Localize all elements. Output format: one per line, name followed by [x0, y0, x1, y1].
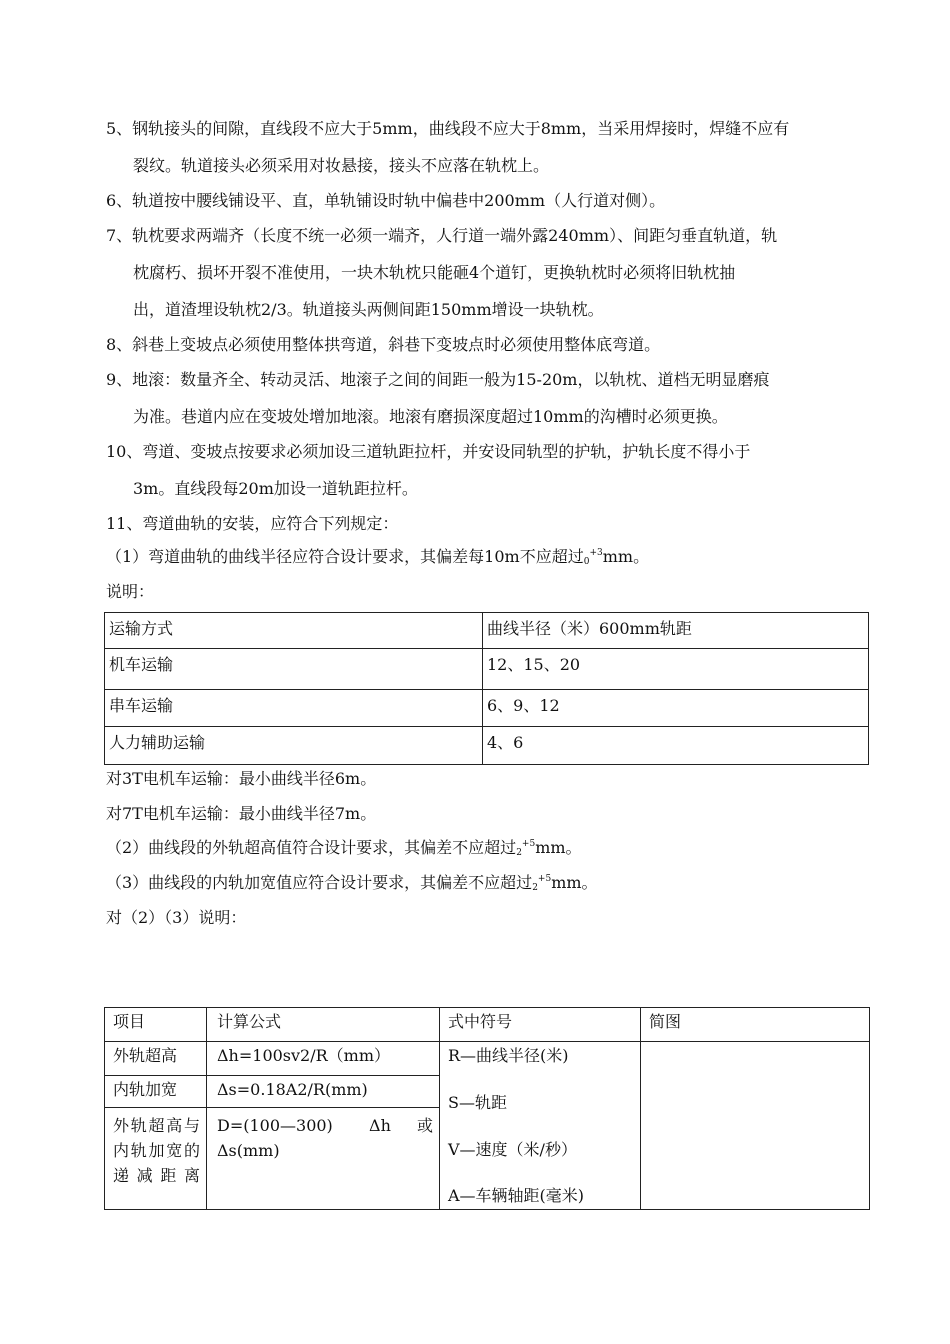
table-cell: 6、9、12 [483, 690, 869, 727]
tolerance-unit: mm。 [551, 873, 598, 892]
symbol-r: R—曲线半径(米) [448, 1046, 569, 1065]
para-5-line2: 裂纹。轨道接头必须采用对妆悬接，接头不应落在轨枕上。 [133, 156, 550, 175]
para-11-2-text: （2）曲线段的外轨超高值符合设计要求，其偏差不应超过 [106, 838, 517, 857]
note-7t: 对7T电机车运输：最小曲线半径7m。 [106, 804, 377, 823]
para-11-1 [106, 549, 649, 567]
table-cell: 机车运输 [105, 649, 483, 690]
para-11-3 [106, 875, 598, 893]
table-header-cell: 计算公式 [207, 1008, 440, 1042]
formula-cell: D=(100—300) Δh 或Δs(mm) [207, 1108, 440, 1210]
para-11-2 [106, 840, 582, 858]
para-9-line2: 为准。巷道内应在变坡处增加地滚。地滚有磨损深度超过10mm的沟槽时必须更换。 [133, 407, 728, 426]
tolerance-sup: +5 [537, 874, 552, 884]
para-10-line1: 10、弯道、变坡点按要求必须加设三道轨距拉杆，并安设同轨型的护轨，护轨长度不得小于 [106, 442, 751, 461]
transport-radius-table [104, 612, 869, 765]
note-3t: 对3T电机车运输：最小曲线半径6m。 [106, 769, 377, 788]
table-header-cell: 简图 [641, 1008, 870, 1042]
formula-cell: Δs=0.18A2/R(mm) [207, 1076, 440, 1108]
table-header-cell: 式中符号 [440, 1008, 641, 1042]
para-10-line2: 3m。直线段每20m加设一道轨距拉杆。 [133, 479, 418, 498]
table-header-row [105, 613, 869, 649]
table-header-cell: 曲线半径（米）600mm轨距 [483, 613, 869, 649]
note-label-2-3: 对（2）（3）说明： [106, 908, 247, 927]
tolerance-sub: 0 [583, 557, 590, 567]
table-row [105, 690, 869, 727]
para-6: 6、轨道按中腰线铺设平、直，单轨铺设时轨中偏巷中200mm（人行道对侧）。 [106, 191, 666, 210]
table-header-row [105, 1008, 870, 1042]
table-cell: 人力辅助运输 [105, 727, 483, 765]
table-row [105, 649, 869, 690]
table-cell: 外轨超高与内轨加宽的递减距离 [105, 1108, 207, 1210]
para-8: 8、斜巷上变坡点必须使用整体拱弯道，斜巷下变坡点时必须使用整体底弯道。 [106, 335, 661, 354]
note-label: 说明： [106, 582, 155, 601]
para-9-line1: 9、地滚：数量齐全、转动灵活、地滚子之间的间距一般为15-20m，以轨枕、道档无明显磨痕 [106, 370, 770, 389]
symbol-a: A—车辆轴距(毫米) [448, 1186, 585, 1205]
para-11-3-text: （3）曲线段的内轨加宽值应符合设计要求，其偏差不应超过 [106, 873, 533, 892]
tolerance-sub: 2 [516, 848, 522, 858]
para-5-line1: 5、钢轨接头的间隙，直线段不应大于5mm，曲线段不应大于8mm，当采用焊接时，焊缝不应有 [106, 119, 790, 138]
symbols-cell [440, 1042, 641, 1210]
para-11-1-text: （1）弯道曲轨的曲线半径应符合设计要求，其偏差每10m不应超过 [106, 547, 584, 566]
table-header-cell: 项目 [105, 1008, 207, 1042]
symbol-s: S—轨距 [448, 1093, 507, 1112]
tolerance-unit: mm。 [535, 838, 582, 857]
tolerance-sub: 2 [532, 883, 538, 893]
tolerance-unit: mm。 [602, 547, 650, 566]
tolerance-sup: +3 [589, 548, 603, 558]
tolerance-sup: +5 [521, 839, 536, 849]
table-cell: 串车运输 [105, 690, 483, 727]
table-header-cell: 运输方式 [105, 613, 483, 649]
diagram-cell [641, 1042, 870, 1210]
para-7-line1: 7、轨枕要求两端齐（长度不统一必须一端齐，人行道一端外露240mm）、间距匀垂直轨道，轨 [106, 226, 778, 245]
symbol-v: V—速度（米/秒） [448, 1140, 577, 1159]
table-row [105, 727, 869, 765]
table-cell: 内轨加宽 [105, 1076, 207, 1108]
para-7-line3: 出，道渣埋设轨枕2/3。轨道接头两侧间距150mm增设一块轨枕。 [133, 300, 604, 319]
formula-table [104, 1007, 870, 1210]
para-7-line2: 枕腐朽、损坏开裂不准使用，一块木轨枕只能砸4个道钉，更换轨枕时必须将旧轨枕抽 [133, 263, 736, 282]
table-row [105, 1042, 870, 1076]
table-cell: 外轨超高 [105, 1042, 207, 1076]
table-cell: 4、6 [483, 727, 869, 765]
formula-cell: Δh=100sv2/R（mm） [207, 1042, 440, 1076]
para-11: 11、弯道曲轨的安装，应符合下列规定： [106, 514, 399, 533]
table-cell: 12、15、20 [483, 649, 869, 690]
